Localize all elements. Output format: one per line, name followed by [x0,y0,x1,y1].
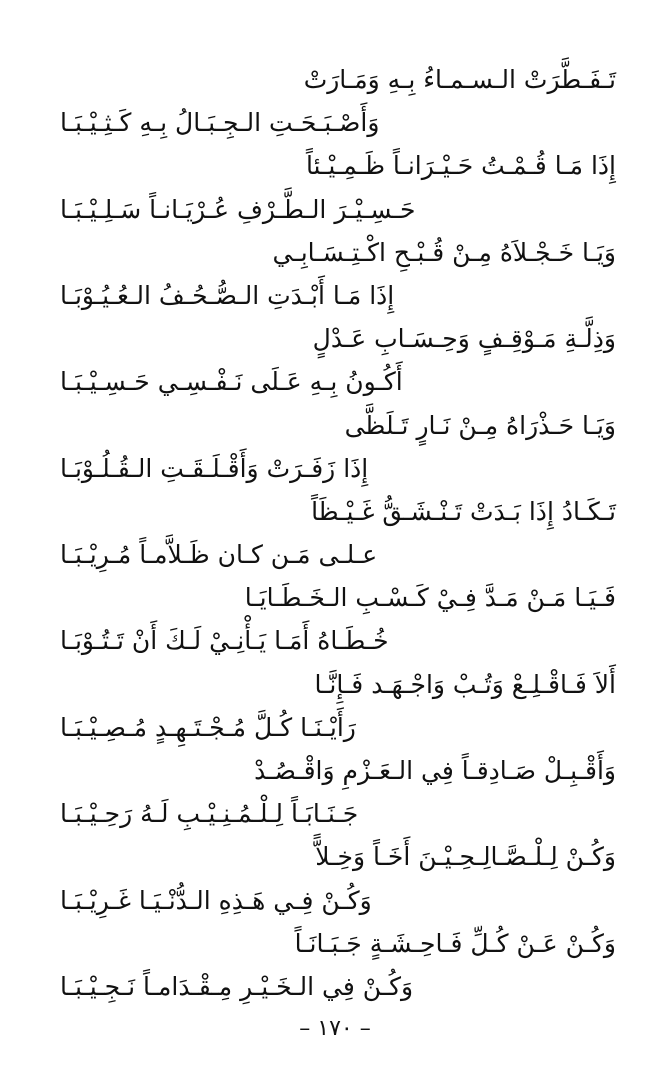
poem-line [60,274,616,317]
poem-line-text: أَلاَ فَـاقْـلِـعْ وَتُـبْ وَاجْـهَـد فَـإِنَّـا [314,669,616,699]
poem-line-text: وَأَقْـبِـلْ صَـادِقـاً فِي الـعَـزْمِ وَاقْـصُـدْ [254,756,616,785]
poem-line [60,317,616,360]
poem-line-text: تَـكَـادُ إِذَا بَـدَتْ تَـنْـشَـقُّ غَـيْـظَاً [311,496,616,526]
poem-line [60,576,616,619]
poem-line [60,922,616,965]
poem-line [60,404,616,447]
poem-line-text: إِذَا زَفَـرَتْ وَأَقْـلَـقَـتِ الـقُـلُـوْبَـا [60,453,369,483]
poem-line [60,749,616,792]
poem-line [60,706,616,749]
poem-line [60,188,616,231]
poem-line [60,58,616,101]
poem-line-text: تَـفَـطَّرَتْ الـسـمـاءُ بِـهِ وَمَـارَتْ [303,65,616,94]
poem-line-text: خُـطَـاهُ أَمَـا يَـأْنِـيْ لَـكَ أَنْ تَـتُـوْبَـا [60,626,389,656]
poem-line-text: وَأَصْـبَـحَـتِ الـجِـبَـالُ بِـهِ كَـثِـيْـبَـا [60,108,380,138]
poem-line-text: جَـنَـابَـاً لِـلْـمُـنِـيْـبِ لَـهُ رَحِـيْـبَـا [60,799,359,829]
poem [60,58,616,1008]
poem-line-text: وَيَـا خَـجْـلاَهُ مِـنْ قُـبْـحِ اكْـتِـسَـابِـي [272,237,616,267]
poem-line [60,619,616,662]
page-number: – ١٧٠ – [299,1016,371,1041]
poem-line-text: إِذَا مَـا أَبْـدَتِ الـصُّـحُـفُ الـعُـيُـوْبَـا [60,280,395,310]
poem-line [60,835,616,878]
poem-line-text: وَكُـنْ فِي الـخَـيْـرِ مِـقْـدَامـاً نَـجِـيْـبَـا [60,971,414,1001]
poem-line [60,879,616,922]
poem-line [60,231,616,274]
poem-line [60,101,616,144]
poem-line [60,144,616,187]
poem-line-text: رَأَيْـنَـا كُـلَّ مُـجْـتَـهِـدٍ مُـصِـيْـبَـا [60,712,356,742]
poem-line [60,533,616,576]
poem-line-text: وَكُـنْ عَـنْ كُـلِّ فَـاحِـشَـةٍ جَـبَـانَـاً [294,928,616,958]
poem-line [60,490,616,533]
poem-line-text: وَكُـنْ لِـلْـصَّـالِـحِـيْـنَ أَخَـاً وَخِـلاًّ [315,842,616,872]
poem-line-text: وَيَـا حَـذْرَاهُ مِـنْ نَـارٍ تَـلَظَّى [344,410,616,440]
poem-line-text: إِذَا مَـا قُـمْـتُ حَـيْـرَانـاً ظَـمِـيْـئاً [305,151,616,181]
poem-line [60,447,616,490]
poem-line-text: أَكُـونُ بِـهِ عَـلَى نَـفْـسِـي حَـسِـيْـبَـا [60,367,403,397]
poem-line-text: فَـيَـا مَـنْ مَـدَّ فِـيْ كَـسْـبِ الـخَـطَـايَـا [244,583,616,613]
poem-line [60,792,616,835]
poem-line-text: عـلـى مَـن كـان ظَـلاَّمـاً مُـرِيْـبَـا [60,540,378,570]
poem-line-text: حَـسِـيْـرَ الـطَّـرْفِ عُـرْيَـانـاً سَـلِـيْـبَـا [60,194,416,224]
poem-line [60,360,616,403]
poem-line [60,965,616,1008]
poem-line-text: وَذِلَّـةِ مَـوْقِـفٍ وَحِـسَـابِ عَـدْلٍ [312,324,616,354]
poem-line [60,663,616,706]
poem-line-text: وَكُـنْ فِـي هَـذِهِ الـدُّنْـيَـا غَـرِيْـبَـا [60,885,372,915]
